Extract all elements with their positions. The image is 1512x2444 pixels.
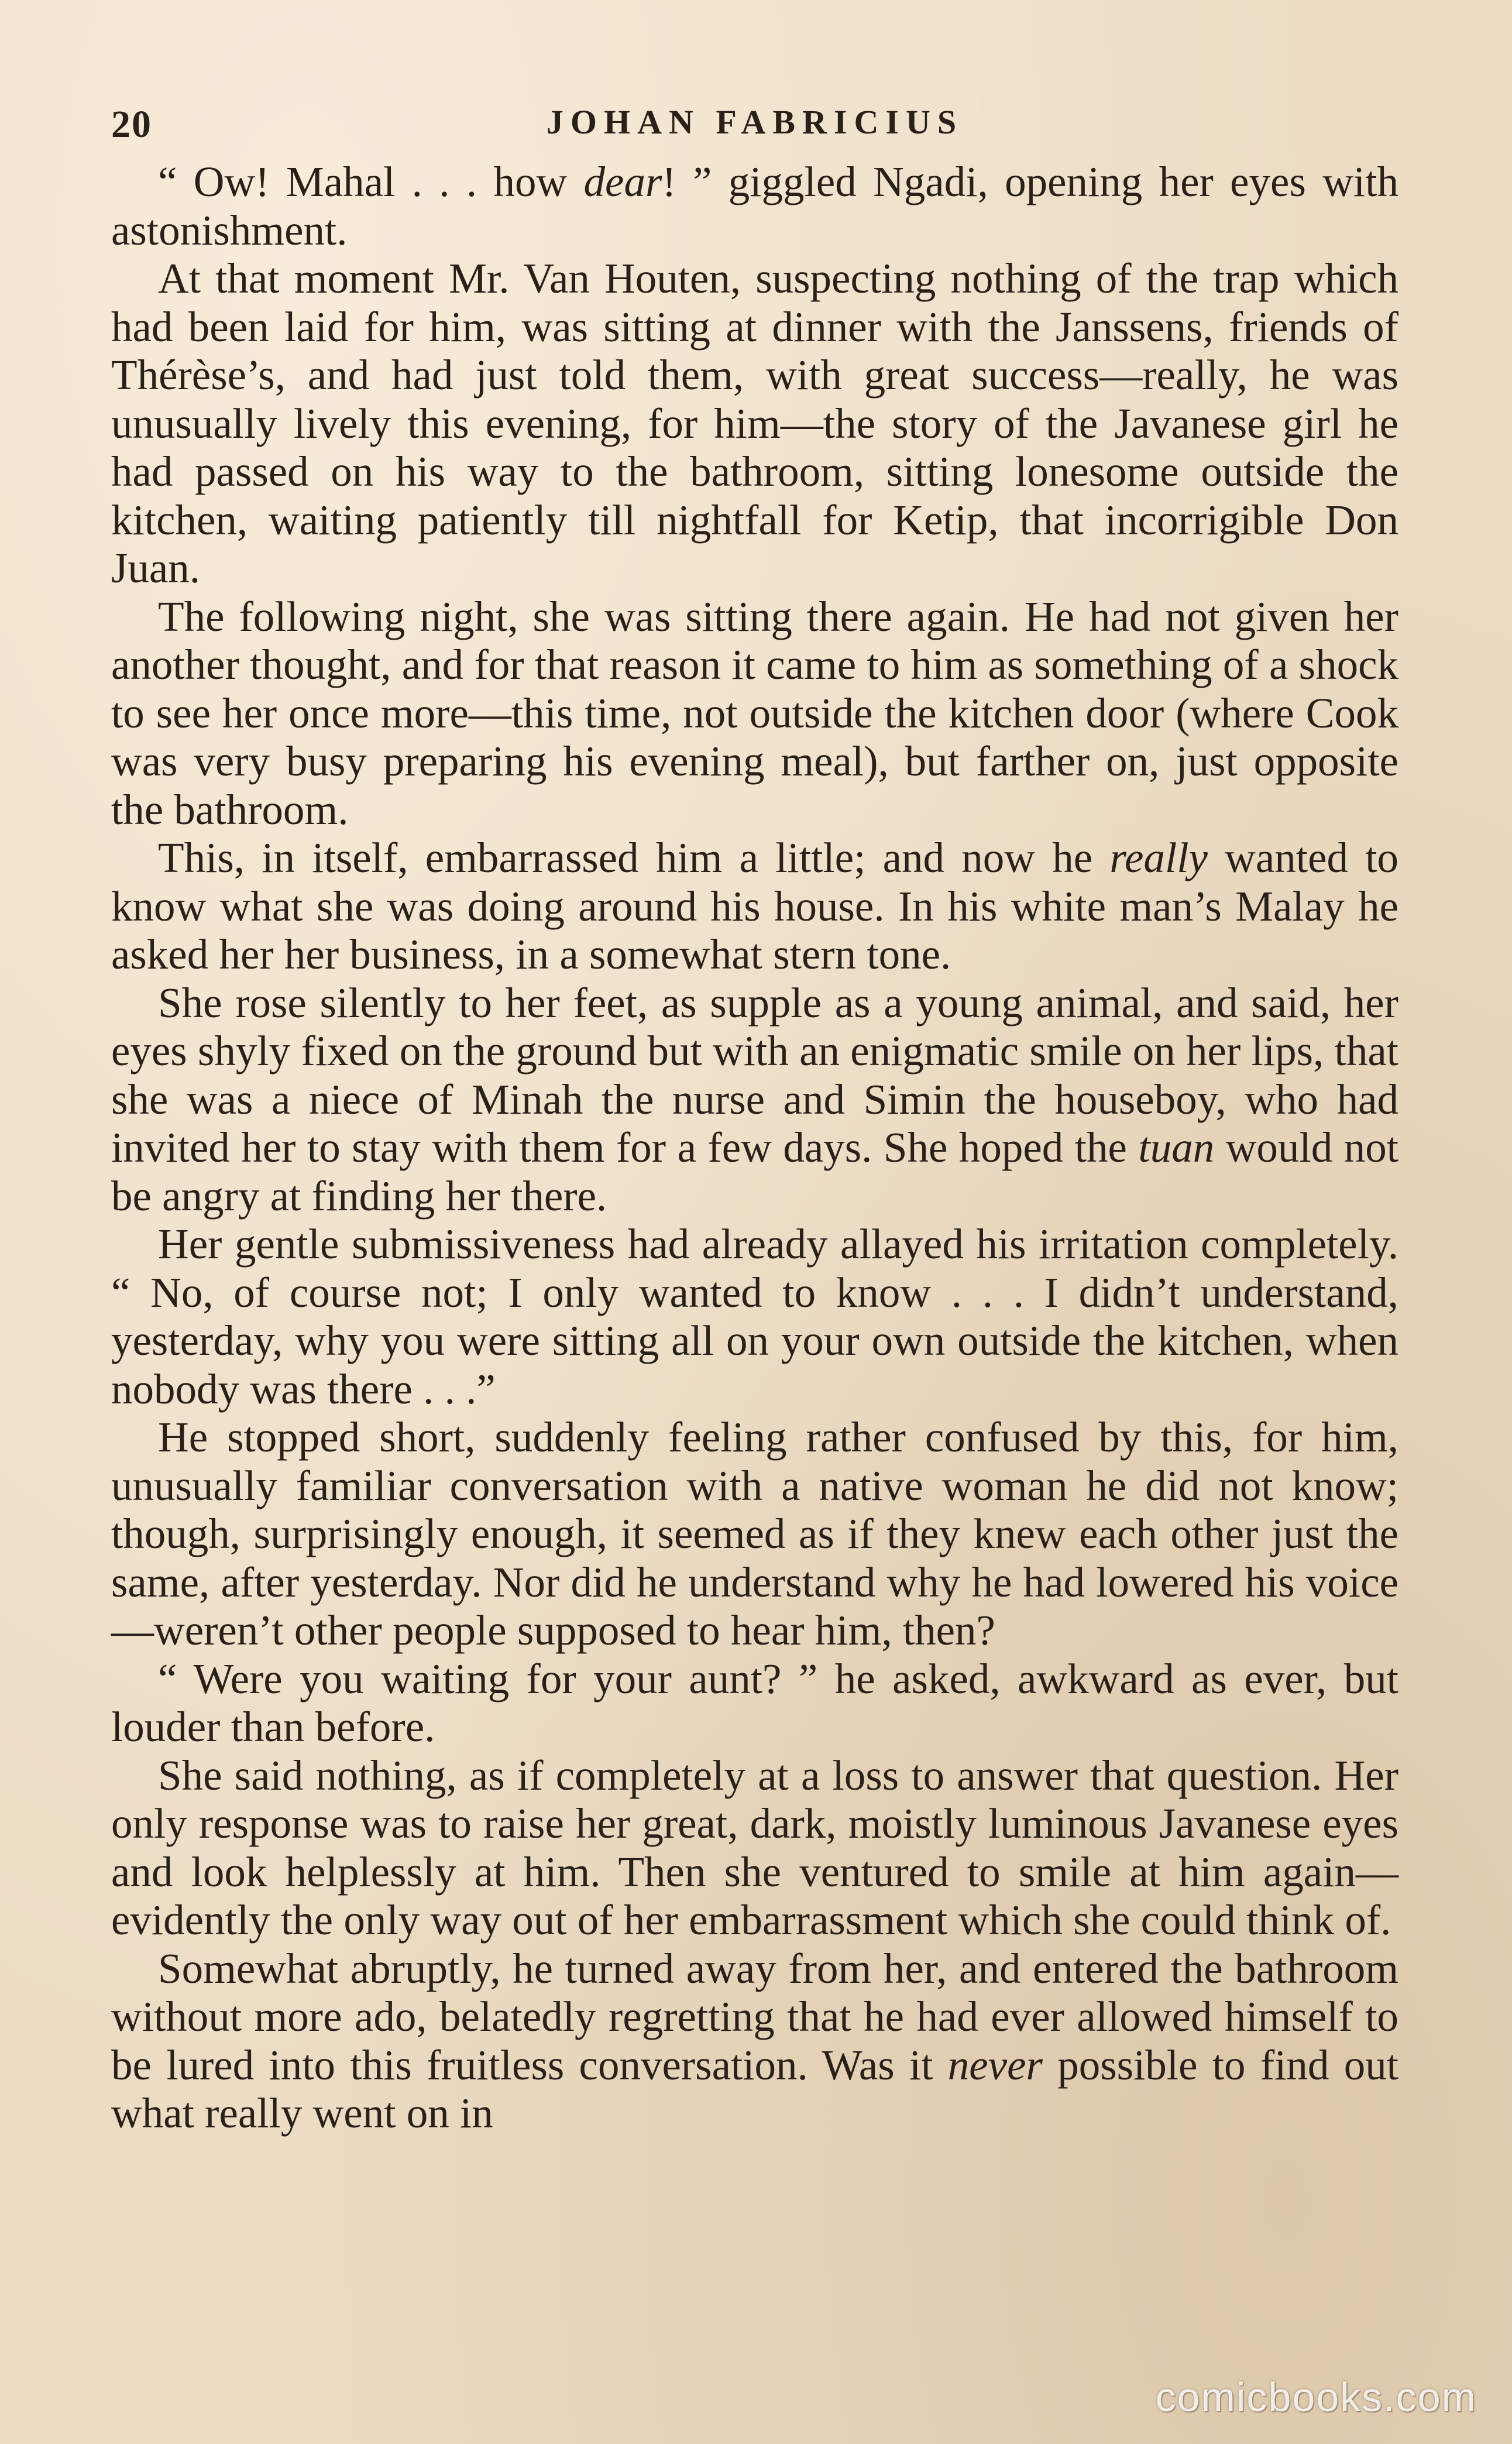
paragraph-1: “ Ow! Mahal . . . how dear! ” giggled Ngadi, opening her eyes with astonishment. bbox=[111, 158, 1398, 254]
emphasis-word: tuan bbox=[1138, 1124, 1215, 1171]
paragraph-4: This, in itself, embarrassed him a little; and now he really wanted to know what she was doing around his house. In his white man’s Malay he asked her her business, in a somewhat stern tone. bbox=[111, 834, 1398, 978]
paragraph-7: He stopped short, suddenly feeling rather confused by this, for him, unusually familiar conversation with a native woman he did not know; though, surprisingly enough, it seemed as if they knew each other just the same, after yesterday. Nor did he understand why he had lowered his voice—weren’t other people supposed to hear him, then? bbox=[111, 1413, 1398, 1654]
emphasis-word: really bbox=[1109, 834, 1208, 881]
body-text bbox=[111, 158, 1398, 2138]
page-header bbox=[111, 102, 1398, 155]
emphasis-word: dear bbox=[583, 158, 662, 205]
paragraph-10: Somewhat abruptly, he turned away from her, and entered the bathroom without more ado, belatedly regretting that he had ever allowed himself to be lured into this fruitless conversation. Was it never possible to find out what really went on in bbox=[111, 1944, 1398, 2137]
paragraph-8: “ Were you waiting for your aunt? ” he asked, awkward as ever, but louder than before. bbox=[111, 1654, 1398, 1750]
paragraph-9: She said nothing, as if completely at a loss to answer that question. Her only response was to raise her great, dark, moistly luminous Javanese eyes and look helplessly at him. Then she ventured to smile at him again—evidently the only way out of her embarrassment which she could think of. bbox=[111, 1751, 1398, 1944]
paragraph-3: The following night, she was sitting there again. He had not given her another thought, and for that reason it came to him as something of a shock to see her once more—this time, not outside the kitchen door (where Cook was very busy preparing his evening meal), but farther on, just opposite the bathroom. bbox=[111, 592, 1398, 833]
paragraph-5: She rose silently to her feet, as supple as a young animal, and said, her eyes shyly fixed on the ground but with an enigmatic smile on her lips, that she was a niece of Minah the nurse and Simin the houseboy, who had invited her to stay with them for a few days. She hoped the tuan would not be angry at finding her there. bbox=[111, 979, 1398, 1220]
running-head: JOHAN FABRICIUS bbox=[546, 103, 964, 141]
emphasis-word: never bbox=[947, 2041, 1043, 2089]
paragraph-6: Her gentle submissiveness had already allayed his irritation completely. “ No, of course not; I only wanted to know . . . I didn’t understand, yesterday, why you were sitting all on your own outside the kitchen, when nobody was there . . .” bbox=[111, 1220, 1398, 1413]
page-number: 20 bbox=[111, 103, 152, 146]
watermark: comicbooks.com bbox=[1155, 2374, 1477, 2420]
paragraph-2: At that moment Mr. Van Houten, suspecting nothing of the trap which had been laid for him, was sitting at dinner with the Janssens, friends of Thérèse’s, and had just told them, with great success—really, he was unusually lively this evening, for him—the story of the Javanese girl he had passed on his way to the bathroom, sitting lonesome outside the kitchen, waiting patiently till nightfall for Ketip, that incorrigible Don Juan. bbox=[111, 255, 1398, 592]
